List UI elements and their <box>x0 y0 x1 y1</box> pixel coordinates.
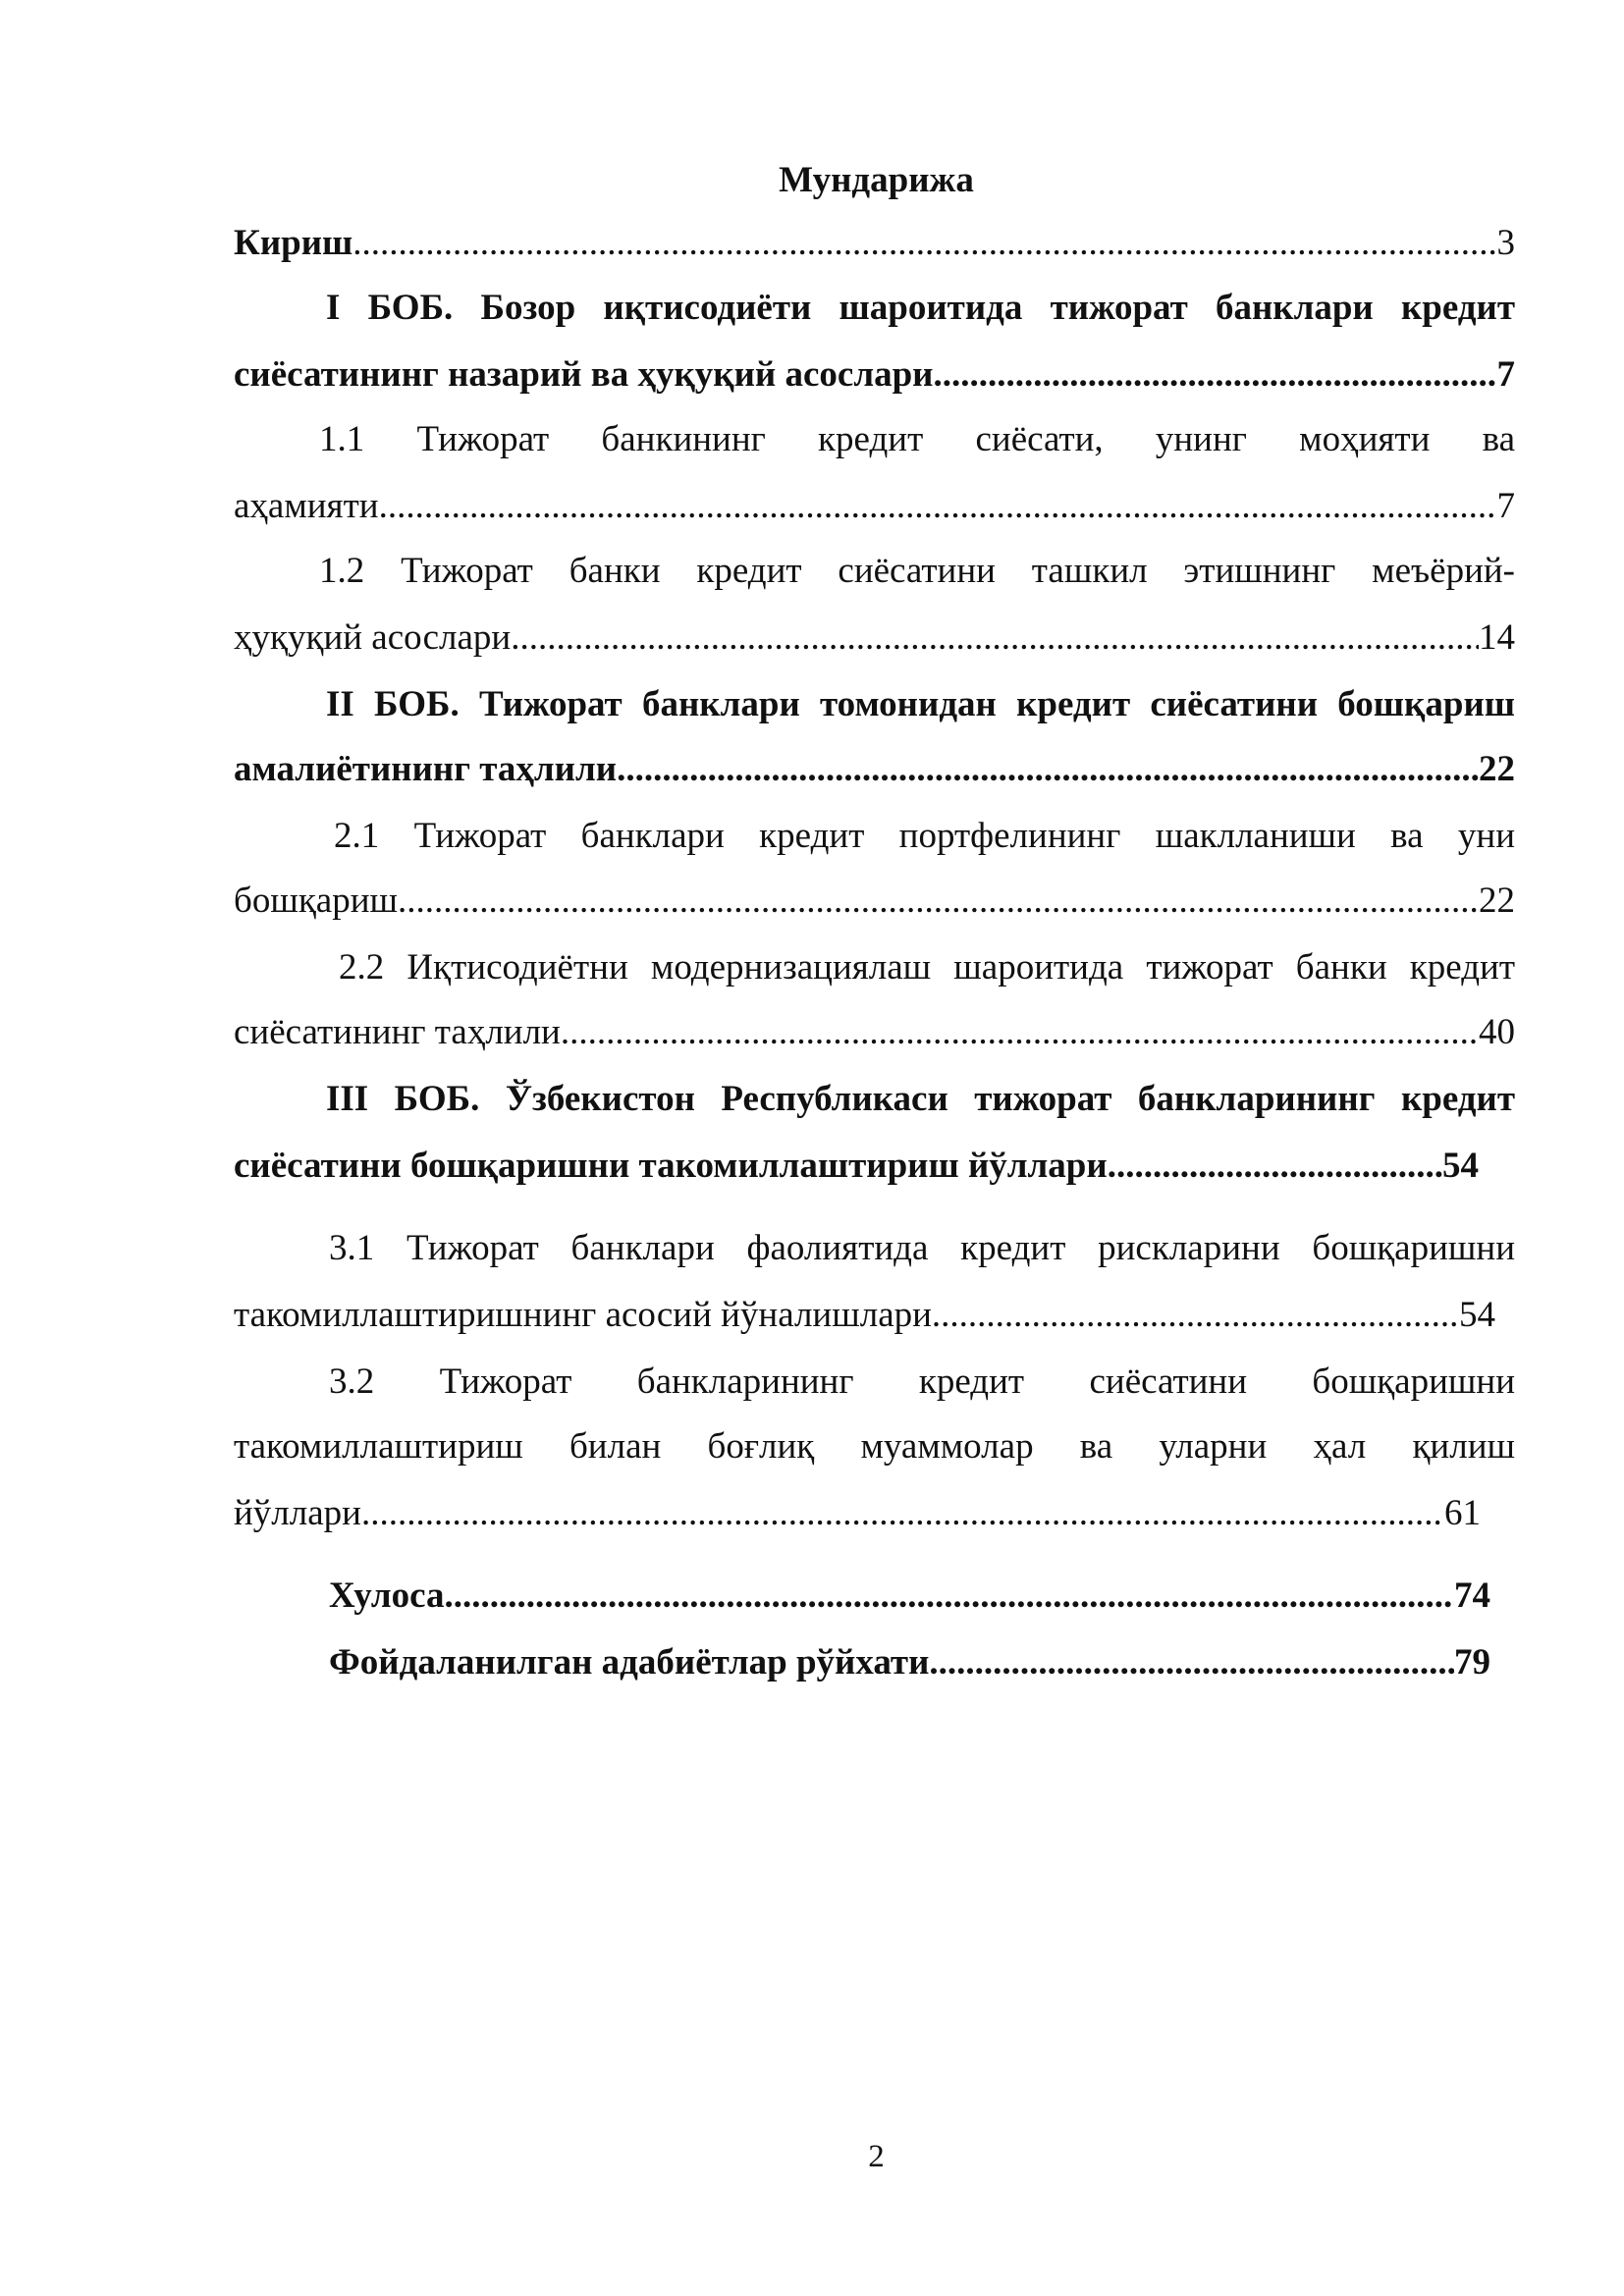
toc-page-number: 54 <box>1459 1295 1495 1335</box>
toc-entry-intro[interactable] <box>234 214 1515 273</box>
toc-page-number: 14 <box>1479 617 1515 658</box>
toc-entry-label: аҳамияти <box>234 486 379 526</box>
toc-entry-label: Хулоса <box>329 1575 445 1616</box>
toc-page-number: 40 <box>1479 1012 1515 1052</box>
dot-leader <box>1108 1137 1442 1196</box>
toc-page-number: 54 <box>1442 1146 1479 1186</box>
dot-leader <box>561 1003 1479 1062</box>
dot-leader <box>617 740 1479 799</box>
toc-page-number: 3 <box>1496 223 1515 263</box>
toc-section-2-1-line1[interactable]: 2.1 Тижорат банклари кредит портфелининг шаклланиши ва уни <box>334 816 1515 856</box>
toc-entry-label: бошқариш <box>234 881 399 921</box>
toc-section-3-2-line3[interactable] <box>234 1484 1481 1543</box>
toc-entry-label: йўллари <box>234 1493 361 1533</box>
toc-section-3-1-line1[interactable]: 3.1 Тижорат банклари фаолиятида кредит рискларини бошқаришни <box>329 1228 1515 1268</box>
toc-section-3-1-line2[interactable] <box>234 1286 1495 1345</box>
dot-leader <box>361 1484 1444 1543</box>
dot-leader <box>445 1567 1454 1626</box>
toc-chapter-1-line2[interactable] <box>234 346 1515 404</box>
toc-entry-label: Кириш <box>234 223 353 263</box>
toc-entry-label: Фойдаланилган адабиётлар рўйхати <box>329 1642 930 1682</box>
toc-section-2-1-line2[interactable] <box>234 872 1515 931</box>
toc-entry-label: сиёсатининг таҳлили <box>234 1012 561 1052</box>
toc-chapter-2-line2[interactable] <box>234 740 1515 799</box>
toc-entry-label: ҳуқуқий асослари <box>234 617 512 658</box>
toc-page-number: 74 <box>1454 1575 1490 1616</box>
page-title: Мундарижа <box>779 160 974 200</box>
toc-section-3-2-line1[interactable]: 3.2 Тижорат банкларининг кредит сиёсатини бошқаришни <box>329 1362 1515 1402</box>
toc-section-1-1-line2[interactable] <box>234 477 1515 536</box>
toc-page-number: 22 <box>1479 881 1515 921</box>
page-number: 2 <box>868 2139 885 2174</box>
toc-chapter-3-line2[interactable] <box>234 1137 1479 1196</box>
toc-section-1-2-line1[interactable]: 1.2 Тижорат банки кредит сиёсатини ташкил этишнинг меъёрий- <box>319 551 1515 591</box>
toc-section-1-1-line1[interactable]: 1.1 Тижорат банкининг кредит сиёсати, унинг моҳияти ва <box>319 419 1515 459</box>
toc-entry-conclusion[interactable] <box>329 1567 1490 1626</box>
toc-entry-label: такомиллаштиришнинг асосий йўналишлари <box>234 1295 932 1335</box>
dot-leader <box>934 346 1497 404</box>
dot-leader <box>932 1286 1459 1345</box>
toc-chapter-2-line1[interactable]: II БОБ. Тижорат банклари томонидан кредит сиёсатини бошқариш <box>326 684 1515 724</box>
toc-page-number: 22 <box>1479 749 1515 789</box>
toc-section-2-2-line2[interactable] <box>234 1003 1515 1062</box>
dot-leader <box>352 214 1496 273</box>
toc-page-number: 61 <box>1444 1493 1481 1533</box>
toc-entry-label: сиёсатини бошқаришни такомиллаштириш йўллари <box>234 1146 1108 1186</box>
toc-entry-references[interactable] <box>329 1633 1490 1692</box>
toc-entry-label: амалиётининг таҳлили <box>234 749 618 789</box>
toc-page-number: 79 <box>1454 1642 1490 1682</box>
dot-leader <box>511 609 1479 667</box>
toc-chapter-3-line1[interactable]: III БОБ. Ўзбекистон Республикаси тижорат банкларининг кредит <box>326 1079 1515 1119</box>
toc-chapter-1-line1[interactable]: I БОБ. Бозор иқтисодиёти шароитида тижорат банклари кредит <box>326 288 1515 328</box>
toc-entry-label: сиёсатининг назарий ва ҳуқуқий асослари <box>234 354 934 395</box>
dot-leader <box>379 477 1497 536</box>
toc-page-number: 7 <box>1496 354 1515 395</box>
toc-page-number: 7 <box>1496 486 1515 526</box>
toc-section-2-2-line1[interactable]: 2.2 Иқтисодиётни модернизациялаш шароитида тижорат банки кредит <box>339 947 1515 988</box>
toc-section-1-2-line2[interactable] <box>234 609 1515 667</box>
dot-leader <box>398 872 1479 931</box>
dot-leader <box>929 1633 1454 1692</box>
toc-section-3-2-line2[interactable]: такомиллаштириш билан боғлиқ муаммолар ва уларни ҳал қилиш <box>234 1426 1515 1467</box>
